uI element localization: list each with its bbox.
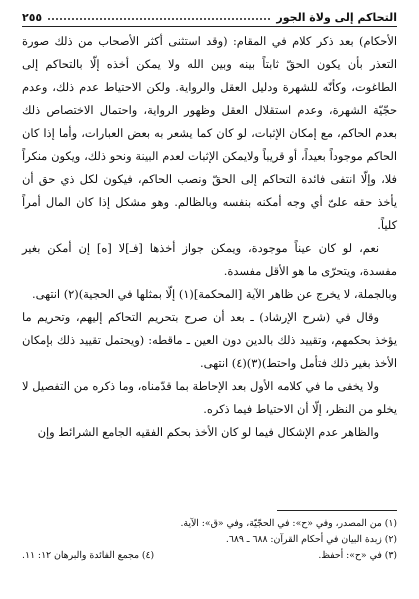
main-text bbox=[22, 30, 397, 444]
paragraph: والظاهر عدم الإشكال فيما لو كان الأخذ بحكم الفقيه الجامع الشرائط وإن bbox=[37, 425, 379, 439]
paragraph: وقال في (شرح الإرشاد) ـ بعد أن صرح بتحريم التحاكم إليهم، وتحريم ما يؤخذ بحكمهم، وتقييد ذلك بالدين دون العين ـ ماقطه: (ويحتمل تقييد ذلك بإمكان الأخذ بغير ذلك فتأمل واحتط)(٣)(٤) انتهى. bbox=[22, 310, 397, 370]
paragraph: نعم، لو كان عيناً موجودة، ويمكن جواز أخذها [فـ]لا [ه] إن أمكن بغير مفسدة، ويتحرّى ما هو الأقل مفسدة. bbox=[22, 241, 397, 278]
footnote-separator bbox=[277, 510, 397, 511]
paragraph: الأحكام) بعد ذكر كلام في المقام: (وقد استثنى أكثر الأصحاب من ذلك صورة التعذر بأن يكون الحقّ ثابتاً بينه وبين الله ولا يمكن أخذه إلّا بالتحاكم إلى الطاغوت، وكأنّه للشهرة ودليل العقل والرواية. ولكن الاحتياط عدم ذلك، وعدم حجّيّة الشهرة، وعدم استقلال العقل وظهور الرواية، واحتمال الاختصاص ذلك بعدم الحاكم، مع إمكان الإثبات، لو كان كما يشعر به بعض العبارات، وأما إذا كان الحاكم موجوداً بعيداً، أو قريباً ولايمكن الإثبات لعدم البينة ونحو ذلك، ويكون منكراً فلا، وإلّا انتفى فائدة التحاكم إلى الحقّ ونصب الحاكم، فيكون لكل ذي حق أن يأخذ حقه علىّ أي وجه أمكنه بنفسه وبالظالم. وهو مشكل إذا كان المال أمراً كلياً. bbox=[22, 34, 397, 232]
footnote: (٣) في «ح»: أحفظ. bbox=[318, 550, 397, 561]
header-title: التحاكم إلى ولاة الجور bbox=[276, 11, 397, 24]
footnote: (٢) زبدة البيان في أحكام القرآن: ٦٨٨ ـ ٦٨٩. bbox=[225, 534, 397, 545]
footnote-row bbox=[22, 548, 397, 564]
footnote: (١) من المصدر، وفي «ح»: في الحجّيّة، وفي «ق»: الآية. bbox=[180, 518, 397, 529]
header-rule bbox=[22, 26, 397, 27]
paragraph: ولا يخفى ما في كلامه الأول بعد الإحاطة بما قدّمناه، وما ذكره من التفصيل لا يخلو من النظر، إلّا أن الاحتياط فيما ذكره. bbox=[22, 379, 397, 416]
paragraph: وبالجملة، لا يخرج عن ظاهر الآية [المحكمة](١) إلّا بمثلها في الحجية)(٢) انتهى. bbox=[31, 287, 397, 301]
running-header bbox=[22, 6, 397, 24]
footnote: (٤) مجمع الفائدة والبرهان ١٢: ١١. bbox=[22, 550, 155, 561]
page-number: ٢٥٥ bbox=[22, 11, 43, 24]
footnotes bbox=[22, 516, 397, 564]
header-dot-leader bbox=[48, 18, 270, 20]
